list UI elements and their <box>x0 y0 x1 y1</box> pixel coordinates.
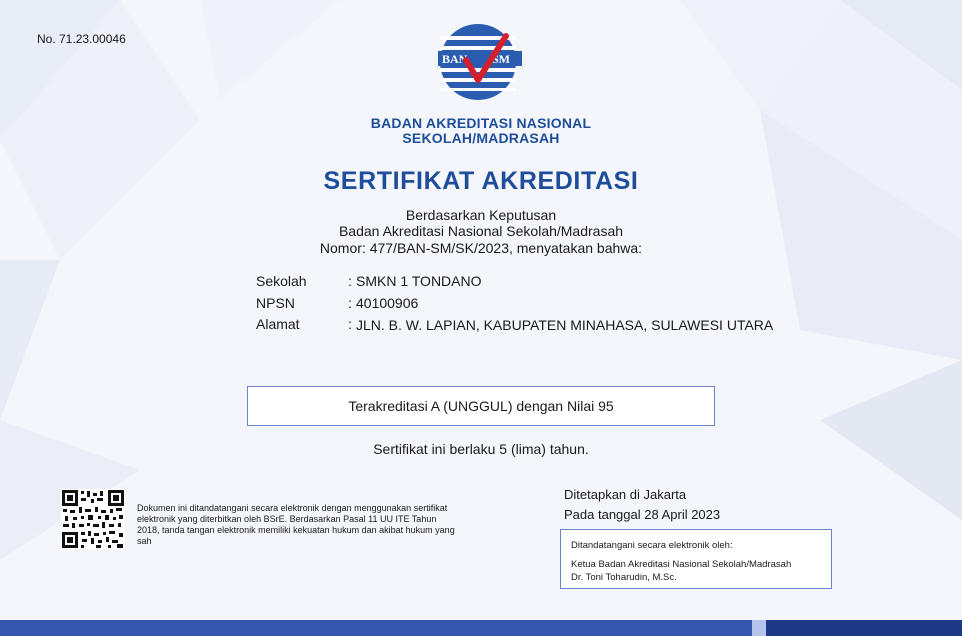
basis-line1: Berdasarkan Keputusan <box>405 207 557 223</box>
electronic-signature-note: Dokumen ini ditandatangani secara elektronik dengan menggunakan sertifikat elektronik yang diterbitkan oleh BSrE. Berdasarkan Pasal 11 UU ITE Tahun 2018, tanda tangan elektronik memiliki kekuatan hukum dan akibat hukum yang sah <box>137 503 455 546</box>
issued-place: Ditetapkan di Jakarta <box>564 487 687 502</box>
school-value: SMKN 1 TONDANO <box>356 273 482 289</box>
address-colon: : <box>348 316 352 332</box>
signature-box <box>560 529 832 589</box>
basis-line2: Badan Akreditasi Nasional Sekolah/Madrasah <box>338 223 624 239</box>
signature-heading: Ditandatangani secara elektronik oleh: <box>571 540 733 551</box>
accreditation-result: Terakreditasi A (UNGGUL) dengan Nilai 95 <box>348 398 614 414</box>
qr-code-icon[interactable] <box>61 489 125 549</box>
svg-text:BAN: BAN <box>442 52 468 66</box>
svg-text:SM: SM <box>492 52 510 66</box>
footer-bar-dark <box>766 620 962 636</box>
address-label: Alamat <box>256 316 300 332</box>
certificate-number: No. 71.23.00046 <box>37 32 126 46</box>
npsn-colon: : <box>348 295 352 311</box>
npsn-label: NPSN <box>256 295 295 311</box>
address-value: JLN. B. W. LAPIAN, KABUPATEN MINAHASA, SULAWESI UTARA <box>356 317 774 333</box>
agency-name-line1: BADAN AKREDITASI NASIONAL <box>370 115 592 131</box>
npsn-value: 40100906 <box>356 295 419 311</box>
ban-sm-logo-icon <box>436 22 524 102</box>
school-label: Sekolah <box>256 273 307 289</box>
validity-statement: Sertifikat ini berlaku 5 (lima) tahun. <box>373 441 589 457</box>
issued-date: Pada tanggal 28 April 2023 <box>564 507 721 522</box>
certificate-title: SERTIFIKAT AKREDITASI <box>323 167 639 195</box>
footer-bar-accent <box>752 620 766 636</box>
signer-name: Dr. Toni Toharudin, M.Sc. <box>571 572 677 583</box>
school-colon: : <box>348 273 352 289</box>
basis-line3: Nomor: 477/BAN-SM/SK/2023, menyatakan bahwa: <box>319 240 643 256</box>
agency-name-line2: SEKOLAH/MADRASAH <box>402 130 560 146</box>
signer-position: Ketua Badan Akreditasi Nasional Sekolah/Madrasah <box>571 559 792 570</box>
accreditation-result-box <box>247 386 715 426</box>
